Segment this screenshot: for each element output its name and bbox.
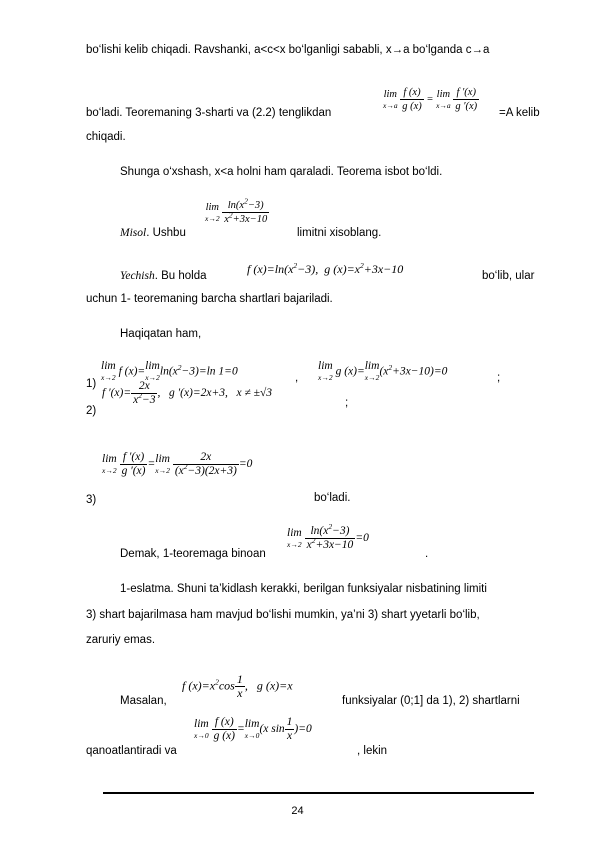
condition-2-formula: f ′(x)= $\frac{2x}{x^2-3}$ , g ′(x)=2x+3, x ≠ ±√3 bbox=[102, 380, 273, 406]
example-line-end: funksiyalar (0;1] da 1), 2) shartlarni bbox=[342, 695, 520, 707]
example-line: Misol. Ushbu bbox=[120, 227, 186, 239]
conclusion-line: Demak, 1-teoremaga binoan bbox=[120, 548, 266, 560]
masalan-limit-formula: lim x→0 $\frac{f (x)}{g (x)}$ =lim x→0 (x sin $\frac{1}{x}$ )=0 bbox=[194, 716, 312, 742]
footer-divider bbox=[103, 792, 534, 794]
paragraph-line: Haqiqatan ham, bbox=[120, 328, 202, 340]
condition-1-formula-a: lim x→2 f (x)=lim x→2 $\ln(x^2-3)=\ln$ 1=0 bbox=[101, 360, 238, 382]
function-definitions: f $(x)=\ln(x^2-3)$, g $(x)=x^2+3x-10$ bbox=[247, 261, 404, 276]
item-number: 3) bbox=[86, 494, 97, 506]
conclusion-formula: lim x→2 $\frac{\ln(x^2-3)}{x^2+3x-10}$ =0 bbox=[287, 522, 369, 551]
example-line: Masalan, bbox=[120, 695, 167, 707]
remark-line: 1-eslatma. Shuni ta’kidlash kerakki, berilgan funksiyalar nisbatining limiti bbox=[120, 583, 487, 595]
paragraph-line: =A kelib bbox=[499, 107, 540, 119]
solution-line: Yechish. Bu holda bbox=[120, 270, 207, 282]
condition-3-formula: lim x→2 $\frac{f '(x)}{g '(x)}$ =lim x→2 $\frac{2x}{(x^2-3)(2x+3)}$ =0 bbox=[102, 451, 253, 477]
page-number: 24 bbox=[291, 805, 304, 817]
solution-line: uchun 1- teoremaning barcha shartlari bajariladi. bbox=[86, 293, 333, 305]
limit-ratio-formula: lim x→a $\frac{f (x)}{g (x)}$ = lim x→a $\frac{f '(x)}{g '(x)}$ bbox=[383, 87, 478, 112]
remark-line: zaruriy emas. bbox=[86, 634, 156, 646]
paragraph-line: bo‘ladi. Teoremaning 3-sharti va (2.2) tenglikdan bbox=[86, 107, 332, 119]
solution-label: Yechish bbox=[120, 270, 155, 282]
condition-1-formula-b: lim x→2 g (x)=lim x→2 $(x^2+3x-10)=0$ bbox=[318, 360, 448, 382]
paragraph-line: chiqadi. bbox=[86, 131, 126, 143]
document-page: bo‘lishi kelib chiqadi. Ravshanki, a<c<x bo‘lganligi sababli, x→a bo‘lganda c→a bo‘ladi. Teoremaning 3-sharti va (2.2) tenglikdan lim x→a $\frac{f (x)}{g (x)}$ = lim x→a $\frac{f '(x)}{g '(x)}$ =A kelib chiqadi. Shunga o‘xshash, x<a holni ham qaraladi. Teorema isbot bo‘ldi. Misol. Ushbu lim x→2 $\frac{\ln(x^2-3)}{x^2+3x-10}$ limitni xisoblang. Yechish. Bu holda f $(x)=\ln(x^2-3)$, g $(x)=x^2+3x-10$ bo‘lib, ular uchun 1- teoremaning barcha shartlari bajariladi. Haqiqatan ham, 1) lim x→2 f (x)=lim x→2 $\ln(x^2-3)=\ln$ 1=0 , lim x→2 g (x)=lim x→2 $(x^2+3x-10)=0$ ; 2) f ′(x)= $\frac{2x}{x^2-3}$ , g ′(x)=2x+3, x ≠ ±√3 ; 3) lim x→2 $\frac{f '(x)}{g '(x)}$ =lim x→2 $\frac{2x}{(x^2-3)(2x+3)}$ =0 bo‘ladi. Demak, 1-teoremaga binoan lim x→2 $\frac{\ln(x^2-3)}{x^2+3x-10}$ =0 . 1-eslatma. Shuni ta’kidlash kerakki, berilgan funksiyalar nisbatining limiti 3) shart bajarilmasa ham mavjud bo‘lishi mumkin, ya’ni 3) shart yyetarli bo‘lib, zaruriy emas. Masalan, f $(x)=x^2\cos$ $\frac{1}{x}$ , g (x)=x funksiyalar (0;1] da 1), 2) shartlarni qanoatlantiradi va lim x→0 $\frac{f (x)}{g (x)}$ =lim x→0 (x sin $\frac{1}{x}$ )=0 , lekin 24 bbox=[0, 0, 595, 842]
example-line: qanoatlantiradi va bbox=[86, 745, 177, 757]
example-limit-formula: lim x→2 $\frac{\ln(x^2-3)}{x^2+3x-10}$ bbox=[205, 196, 268, 225]
paragraph-line: Shunga o‘xshash, x<a holni ham qaraladi. Teorema isbot bo‘ldi. bbox=[120, 166, 443, 178]
paragraph-line: bo‘lishi kelib chiqadi. Ravshanki, a<c<x bo‘lganligi sababli, x→a bo‘lganda c→a bbox=[86, 44, 490, 56]
remark-line: 3) shart bajarilmasa ham mavjud bo‘lishi mumkin, ya’ni 3) shart yyetarli bo‘lib, bbox=[86, 609, 480, 621]
example-line-end: limitni xisoblang. bbox=[297, 227, 382, 239]
solution-line-end: bo‘lib, ular bbox=[482, 270, 535, 282]
masalan-functions: f $(x)=x^2\cos$ $\frac{1}{x}$ , g (x)=x bbox=[182, 672, 293, 700]
example-label: Misol bbox=[120, 227, 147, 239]
item-number: 2) bbox=[86, 405, 97, 417]
item-number: 1) bbox=[86, 378, 97, 390]
